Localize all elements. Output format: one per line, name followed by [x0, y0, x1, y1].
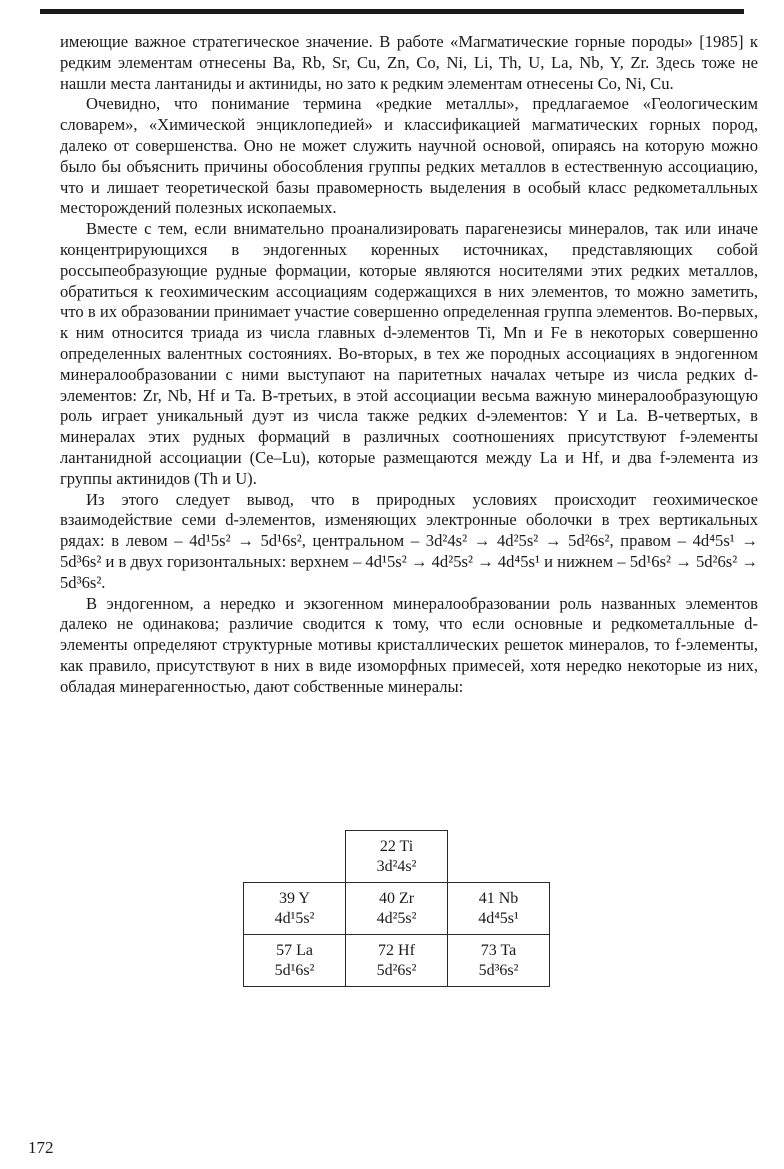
- body-text: [60, 32, 758, 698]
- element-cell-ti: [346, 831, 448, 883]
- element-cell-nb: [448, 883, 550, 935]
- table-cell-empty: [244, 831, 346, 883]
- element-cell-ta: [448, 935, 550, 987]
- electron-config: 5d¹6s²: [274, 961, 315, 979]
- electron-config: 4d²5s²: [376, 909, 417, 927]
- table-row: [244, 831, 550, 883]
- electron-config-table: [243, 830, 550, 987]
- element-label: 57 La: [276, 941, 313, 959]
- element-cell-y: [244, 883, 346, 935]
- electron-config: 5d²6s²: [376, 961, 417, 979]
- electron-config: 4d¹5s²: [274, 909, 315, 927]
- table-cell-empty: [448, 831, 550, 883]
- paragraph-5: В эндогенном, а нередко и экзогенном минералообразовании роль названных элементов далеко не одинакова; различие сводится к тому, что если основные и редкометалльные d-элементы определяют структурные мотивы кристаллических решеток минералов, то f-элементы, как правило, присутствуют в них в виде изоморфных примесей, хотя нередко некоторые из них, обладая минерагенностью, дают собственные минералы:: [60, 593, 758, 696]
- paragraph-2: Очевидно, что понимание термина «редкие металлы», предлагаемое «Геологическим словарем», «Химической энциклопедией» и классификацией магматических горных пород, далеко от совершенства. Оно не может служить научной основой, опираясь на которую можно было бы объяснить причины обособления группы редких металлов в естественную ассоциацию, что и лишает теоретической базы правомерность выделения в особый класс редкометалльных месторождений полезных ископаемых.: [60, 94, 758, 218]
- element-label: 22 Ti: [379, 837, 414, 855]
- electron-config: 5d³6s²: [478, 961, 519, 979]
- electron-config: 3d²4s²: [376, 857, 417, 875]
- page-number: 172: [28, 1138, 54, 1157]
- element-label: 72 Hf: [378, 941, 415, 959]
- element-label: 40 Zr: [378, 889, 415, 907]
- paragraph-4: Из этого следует вывод, что в природных условиях происходит геохимическое взаимодействие семи d-элементов, изменяющих электронные оболочки в трех вертикальных рядах: в левом – 4d¹5s² → 5d¹6s², центральном – 3d²4s² → 4d²5s² → 5d²6s², правом – 4d⁴5s¹ → 5d³6s² и в двух горизонтальных: верхнем – 4d¹5s² → 4d²5s² → 4d⁴5s¹ и нижнем – 5d¹6s² → 5d²6s² → 5d³6s².: [60, 489, 758, 592]
- element-cell-hf: [346, 935, 448, 987]
- electron-config: 4d⁴5s¹: [478, 909, 519, 927]
- element-label: 39 Y: [279, 889, 310, 907]
- paragraph-3: Вместе с тем, если внимательно проанализировать парагенезисы минералов, так или иначе концентрирующихся в эндогенных коренных источниках, представляющих собой россыпеобразующие рудные формации, которые являются носителями этих редких металлов, обратиться к геохимическим ассоциациям содержащихся в них элементов, то можно заметить, что в их образовании принимает участие совершенно определенная группа элементов. Во-первых, к ним относится триада из числа главных d-элементов Ti, Mn и Fe в некоторых совершенно определенных валентных состояниях. Во-вторых, в тех же породных ассоциациях в эндогенном минералообразовании с ними выступают на паритетных началах четыре из числа редких d-элементов: Zr, Nb, Hf и Ta. В-третьих, в этой ассоциации весьма важную минералообразующую роль играет уникальный дуэт из числа также редких d-элементов: Y и La. В-четвертых, в минералах этих рудных формаций в различных соотношениях присутствуют f-элементы лантанидной ассоциации (Ce–Lu), которые размещаются между La и Hf, и два f-элемента из группы актинидов (Th и U).: [60, 219, 758, 488]
- element-label: 73 Ta: [480, 941, 517, 959]
- element-cell-zr: [346, 883, 448, 935]
- paragraph-1: имеющие важное стратегическое значение. В работе «Магматические горные породы» [1985] к редким элементам отнесены Ba, Rb, Sr, Cu, Zn, Co, Ni, Li, Th, U, La, Nb, Y, Zr. Здесь тоже не нашли места лантаниды и актиниды, но зато к редким элементам отнесены Co, Ni, Cu.: [60, 32, 758, 93]
- table-row: [244, 883, 550, 935]
- element-label: 41 Nb: [478, 889, 519, 907]
- table-row: [244, 935, 550, 987]
- top-rule: [40, 9, 744, 14]
- element-cell-la: [244, 935, 346, 987]
